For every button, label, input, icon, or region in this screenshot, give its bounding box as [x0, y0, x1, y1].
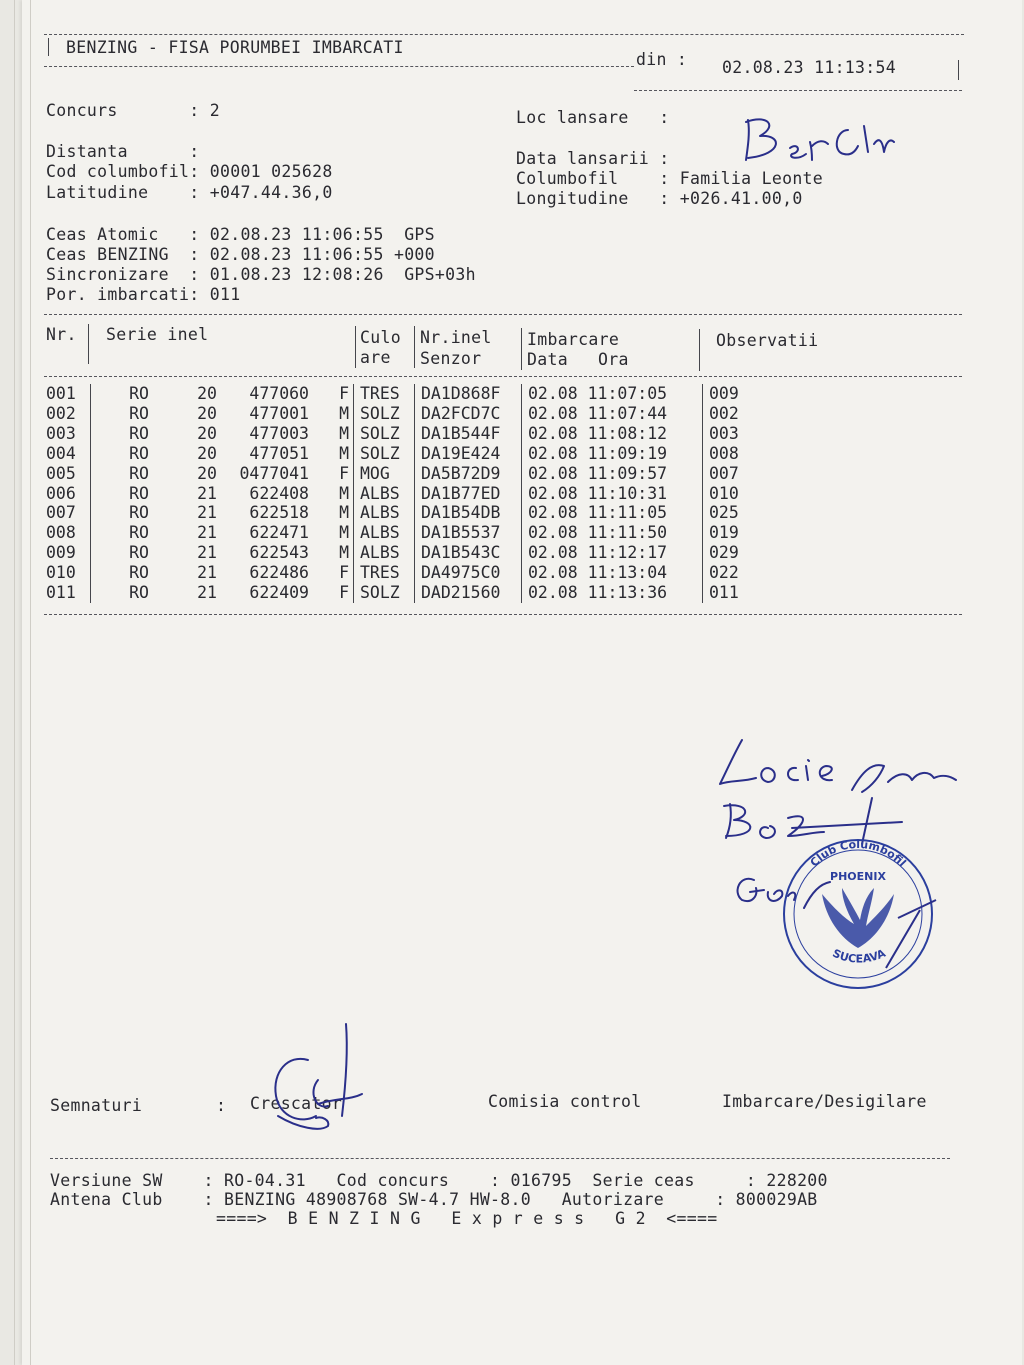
row-year: 21	[197, 503, 217, 523]
stamp-bottom-text: SUCEAVA	[830, 946, 888, 966]
table-row	[46, 484, 789, 504]
row-sex: F	[339, 384, 349, 403]
row-observatii: 019	[703, 523, 790, 543]
row-year: 21	[197, 583, 217, 603]
info-loc-lansare: Loc lansare :	[516, 108, 680, 127]
document-title: BENZING - FISA PORUMBEI IMBARCATI	[66, 38, 404, 57]
row-color: ALBS	[354, 484, 415, 504]
row-sex: F	[339, 583, 349, 603]
footer-benzing-express: ====> B E N Z I N G E x p r e s s G 2 <====	[216, 1209, 718, 1228]
row-ring: 0477041	[239, 463, 309, 483]
comisia-label: Comisia control	[488, 1092, 642, 1111]
row-sensor: DAD21560	[415, 583, 522, 603]
row-sex: M	[339, 523, 349, 543]
row-sensor: DA1B5537	[415, 523, 522, 543]
info-ceas-benzing: Ceas BENZING : 02.08.23 11:06:55 +000	[46, 245, 435, 264]
row-sex: F	[339, 563, 349, 583]
row-sex: M	[339, 483, 349, 503]
row-ring: 622518	[249, 503, 309, 523]
row-nr: 008	[46, 523, 76, 543]
info-data-lansarii: Data lansarii :	[516, 149, 680, 168]
row-sex: M	[339, 503, 349, 523]
table-row	[46, 384, 789, 404]
col-imbarcare: Imbarcare	[527, 330, 620, 349]
row-country: RO	[91, 543, 188, 563]
row-ring: 477051	[249, 443, 309, 463]
col-culoare-1: Culo	[360, 328, 401, 347]
handwritten-loc-lansare	[738, 112, 908, 172]
info-cod-columbofil: Cod columbofil: 00001 025628	[46, 162, 333, 181]
info-ceas-atomic: Ceas Atomic : 02.08.23 11:06:55 GPS	[46, 225, 435, 244]
row-ring: 477003	[249, 423, 309, 443]
semnaturi-label: Semnaturi	[50, 1096, 143, 1115]
row-sensor: DA1B544F	[415, 424, 522, 444]
row-datetime: 02.08 11:13:36	[522, 583, 703, 603]
row-observatii: 003	[703, 424, 790, 444]
table-row	[46, 464, 789, 484]
row-country: RO	[91, 484, 188, 504]
row-observatii: 029	[703, 543, 790, 563]
row-color: SOLZ	[354, 424, 415, 444]
row-color: MOG	[354, 464, 415, 484]
row-datetime: 02.08 11:09:57	[522, 464, 703, 484]
table-header-rule	[44, 376, 962, 377]
row-ring: 622486	[249, 563, 309, 583]
row-year: 20	[197, 384, 217, 403]
header-bar	[48, 38, 49, 56]
row-nr: 007	[46, 503, 76, 523]
col-senzor-2: Senzor	[420, 349, 482, 368]
din-value: 02.08.23 11:13:54	[722, 58, 896, 77]
row-year: 21	[197, 563, 217, 583]
col-divider	[521, 328, 522, 370]
col-data: Data	[527, 350, 568, 369]
row-ring: 622408	[249, 483, 309, 503]
row-datetime: 02.08 11:07:05	[522, 384, 703, 404]
row-sex: M	[339, 403, 349, 423]
table-row	[46, 444, 789, 464]
row-ring: 622409	[249, 583, 309, 603]
table-row	[46, 563, 789, 583]
row-country: RO	[91, 384, 188, 404]
row-sex: F	[339, 463, 349, 483]
row-color: SOLZ	[354, 583, 415, 603]
info-por-imbarcati: Por. imbarcati: 011	[46, 285, 241, 304]
info-concurs: Concurs : 2	[46, 101, 220, 120]
table-top-rule	[44, 314, 962, 315]
footer-versiune: Versiune SW : RO-04.31 Cod concurs : 016795 Serie ceas : 228200	[50, 1171, 828, 1190]
row-datetime: 02.08 11:10:31	[522, 484, 703, 504]
row-sensor: DA5B72D9	[415, 464, 522, 484]
row-nr: 005	[46, 463, 76, 483]
row-datetime: 02.08 11:07:44	[522, 404, 703, 424]
table-row	[46, 424, 789, 444]
col-culoare-2: are	[360, 348, 391, 367]
row-nr: 011	[46, 583, 76, 603]
header-mid-rule	[44, 66, 634, 67]
info-distanta: Distanta :	[46, 142, 200, 161]
table-row	[46, 543, 789, 563]
header-bottom-rule	[634, 90, 962, 91]
row-observatii: 025	[703, 503, 790, 523]
row-year: 20	[197, 423, 217, 443]
row-observatii: 007	[703, 464, 790, 484]
table-row	[46, 503, 789, 523]
row-color: SOLZ	[354, 444, 415, 464]
info-longitudine: Longitudine : +026.41.00,0	[516, 189, 803, 208]
row-datetime: 02.08 11:13:04	[522, 563, 703, 583]
col-divider	[88, 324, 89, 364]
row-datetime: 02.08 11:11:05	[522, 503, 703, 523]
footer-antena: Antena Club : BENZING 48908768 SW-4.7 HW-8.0 Autorizare : 800029AB	[50, 1190, 818, 1209]
row-ring: 622471	[249, 523, 309, 543]
row-color: ALBS	[354, 503, 415, 523]
crescator-signature	[258, 1020, 378, 1144]
row-nr: 010	[46, 563, 76, 583]
din-label: din :	[636, 50, 688, 69]
row-ring: 477001	[249, 403, 309, 423]
row-country: RO	[91, 523, 188, 543]
info-latitudine: Latitudine : +047.44.36,0	[46, 183, 333, 202]
row-country: RO	[91, 563, 188, 583]
row-sensor: DA1B543C	[415, 543, 522, 563]
col-divider	[699, 329, 700, 371]
info-sincronizare: Sincronizare : 01.08.23 12:08:26 GPS+03h	[46, 265, 476, 284]
row-sensor: DA1B77ED	[415, 484, 522, 504]
row-color: ALBS	[354, 523, 415, 543]
info-columbofil: Columbofil : Familia Leonte	[516, 169, 824, 188]
crescator-label: Crescator	[250, 1094, 343, 1113]
col-senzor-1: Nr.inel	[420, 328, 492, 347]
row-country: RO	[91, 404, 188, 424]
row-observatii: 022	[703, 563, 790, 583]
row-nr: 006	[46, 483, 76, 503]
row-country: RO	[91, 583, 188, 603]
row-country: RO	[91, 424, 188, 444]
row-nr: 009	[46, 543, 76, 563]
col-ora: Ora	[598, 350, 629, 369]
pigeon-table	[46, 384, 789, 603]
stamp-middle-text: PHOENIX	[830, 870, 886, 883]
row-ring: 622543	[249, 543, 309, 563]
row-datetime: 02.08 11:12:17	[522, 543, 703, 563]
row-observatii: 011	[703, 583, 790, 603]
row-country: RO	[91, 444, 188, 464]
row-nr: 002	[46, 403, 76, 423]
table-row	[46, 404, 789, 424]
row-observatii: 008	[703, 444, 790, 464]
row-datetime: 02.08 11:09:19	[522, 444, 703, 464]
row-year: 21	[197, 523, 217, 543]
semnaturi-sep: :	[216, 1096, 227, 1115]
row-color: TRES	[354, 384, 415, 404]
row-country: RO	[91, 464, 188, 484]
row-nr: 004	[46, 443, 76, 463]
table-row	[46, 583, 789, 603]
row-country: RO	[91, 503, 188, 523]
phoenix-emblem	[822, 888, 894, 948]
row-observatii: 010	[703, 484, 790, 504]
paper-edge	[14, 0, 15, 1365]
row-year: 21	[197, 483, 217, 503]
table-row	[46, 523, 789, 543]
paper-edge	[30, 0, 31, 1365]
row-sensor: DA2FCD7C	[415, 404, 522, 424]
row-sensor: DA1D868F	[415, 384, 522, 404]
imbarcare-label: Imbarcare/Desigilare	[722, 1092, 927, 1111]
row-sensor: DA1B54DB	[415, 503, 522, 523]
row-nr: 003	[46, 423, 76, 443]
row-color: TRES	[354, 563, 415, 583]
row-ring: 477060	[249, 384, 309, 403]
col-observatii: Observatii	[716, 331, 819, 350]
row-year: 20	[197, 463, 217, 483]
col-divider	[355, 326, 356, 368]
row-sensor: DA19E424	[415, 444, 522, 464]
header-bar	[958, 60, 959, 80]
row-sex: M	[339, 543, 349, 563]
row-datetime: 02.08 11:11:50	[522, 523, 703, 543]
stamp-top-text: Club Columbofil	[807, 837, 909, 870]
header-top-rule	[44, 34, 964, 35]
row-year: 21	[197, 543, 217, 563]
pigeon-table-body	[46, 384, 789, 603]
row-datetime: 02.08 11:08:12	[522, 424, 703, 444]
row-sex: M	[339, 423, 349, 443]
row-color: SOLZ	[354, 404, 415, 424]
row-nr: 001	[46, 384, 76, 403]
col-nr: Nr.	[46, 325, 77, 344]
row-sex: M	[339, 443, 349, 463]
row-sensor: DA4975C0	[415, 563, 522, 583]
col-serie-inel: Serie inel	[106, 325, 209, 344]
row-year: 20	[197, 403, 217, 423]
row-color: ALBS	[354, 543, 415, 563]
row-year: 20	[197, 443, 217, 463]
table-bottom-rule	[44, 614, 962, 615]
club-stamp	[770, 818, 950, 998]
row-observatii: 002	[703, 404, 790, 424]
col-divider	[414, 326, 415, 368]
footer-rule	[50, 1158, 950, 1159]
row-observatii: 009	[703, 384, 790, 404]
